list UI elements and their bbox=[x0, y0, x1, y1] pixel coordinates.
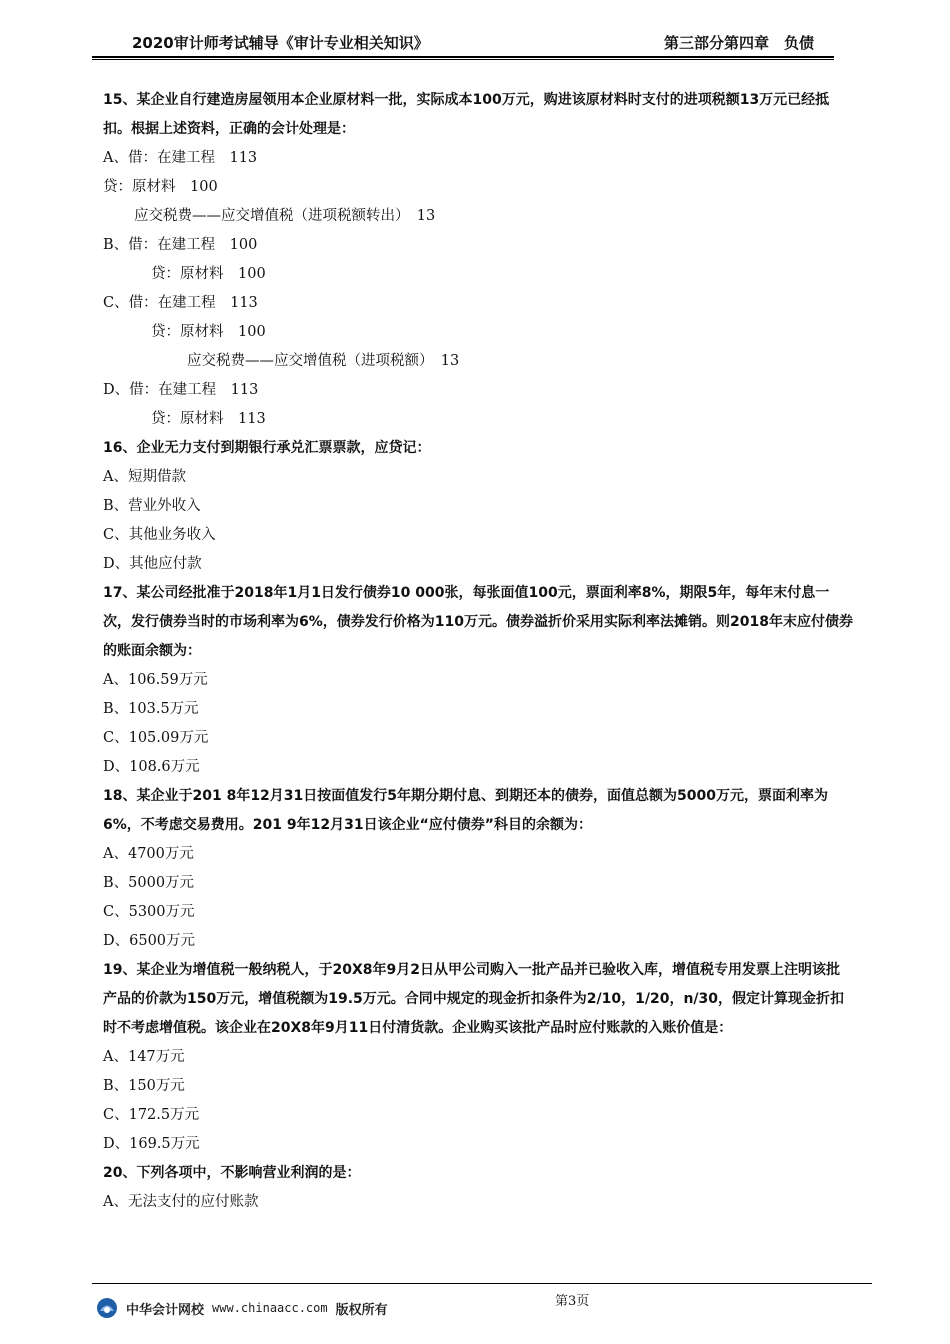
page-header bbox=[92, 32, 834, 54]
answer-line: 贷：原材料 100 bbox=[103, 179, 218, 195]
question-text: 18、某企业于201 8年12月31日按面值发行5年期分期付息、到期还本的债券，面值总额为5000万元，票面利率为6%，不考虑交易费用。201 9年12月31日该企业“应付债券”科目的余额为： bbox=[103, 788, 828, 833]
answer-line: B、150万元 bbox=[103, 1078, 185, 1094]
question-text: 20、下列各项中，不影响营业利润的是： bbox=[103, 1165, 361, 1181]
answer-line: C、借：在建工程 113 bbox=[103, 295, 258, 311]
footer-brand-name: 中华会计网校 bbox=[126, 1302, 205, 1318]
answer-line: C、其他业务收入 bbox=[103, 527, 216, 543]
footer-rights: 版权所有 bbox=[335, 1302, 388, 1318]
footer-brand bbox=[96, 1296, 388, 1320]
answer-line: 贷：原材料 100 bbox=[151, 324, 266, 340]
answer-line: B、103.5万元 bbox=[103, 701, 199, 717]
answer-line: D、借：在建工程 113 bbox=[103, 382, 259, 398]
footer-divider bbox=[92, 1283, 872, 1284]
answer-line: C、5300万元 bbox=[103, 904, 195, 920]
page-number: 第3页 bbox=[555, 1294, 590, 1309]
answer-line: A、借：在建工程 113 bbox=[103, 150, 258, 166]
question-text: 16、企业无力支付到期银行承兑汇票票款，应贷记： bbox=[103, 440, 431, 456]
answer-line: 贷：原材料 113 bbox=[151, 411, 266, 427]
answer-line: A、147万元 bbox=[103, 1049, 185, 1065]
header-divider bbox=[92, 56, 834, 58]
answer-line: 应交税费——应交增值税（进项税额转出） 13 bbox=[134, 208, 436, 224]
question-text: 15、某企业自行建造房屋领用本企业原材料一批，实际成本100万元，购进该原材料时支付的进项税额13万元已经抵扣。根据上述资料，正确的会计处理是： bbox=[103, 92, 830, 137]
question-text: 19、某企业为增值税一般纳税人，于20X8年9月2日从甲公司购入一批产品并已验收入库，增值税专用发票上注明该批产品的价款为150万元，增值税额为19.5万元。合同中规定的现金折扣条件为2/10，1/20，n/30，假定计算现金折扣时不考虑增值税。该企业在20X8年9月11日付清货款。企业购买该批产品时应付账款的入账价值是： bbox=[103, 962, 844, 1036]
answer-line: A、无法支付的应付账款 bbox=[103, 1194, 259, 1210]
answer-line: C、172.5万元 bbox=[103, 1107, 200, 1123]
answer-line: 应交税费——应交增值税（进项税额） 13 bbox=[187, 353, 460, 369]
header-divider-thin bbox=[92, 59, 834, 60]
answer-line: B、借：在建工程 100 bbox=[103, 237, 258, 253]
header-chapter: 第三部分第四章 负债 bbox=[663, 34, 814, 52]
answer-line: A、短期借款 bbox=[103, 469, 186, 485]
footer-url[interactable]: www.chinaacc.com bbox=[212, 1301, 328, 1315]
answer-line: D、169.5万元 bbox=[103, 1136, 200, 1152]
answer-line: D、其他应付款 bbox=[103, 556, 202, 572]
answer-line: C、105.09万元 bbox=[103, 730, 209, 746]
answer-line: A、4700万元 bbox=[103, 846, 194, 862]
answer-line: B、营业外收入 bbox=[103, 498, 201, 514]
answer-line: B、5000万元 bbox=[103, 875, 195, 891]
answer-line: D、6500万元 bbox=[103, 933, 196, 949]
question-text: 17、某公司经批准于2018年1月1日发行债券10 000张，每张面值100元，票面利率8%，期限5年，每年末付息一次，发行债券当时的市场利率为6%，债券发行价格为110万元。债券溢折价采用实际利率法摊销。则2018年末应付债券的账面余额为： bbox=[103, 585, 853, 659]
document-body bbox=[103, 86, 853, 1217]
answer-line: 贷：原材料 100 bbox=[151, 266, 266, 282]
chinaacc-logo-icon bbox=[96, 1297, 118, 1319]
answer-line: D、108.6万元 bbox=[103, 759, 200, 775]
header-title: 2020审计师考试辅导《审计专业相关知识》 bbox=[132, 34, 429, 52]
answer-line: A、106.59万元 bbox=[103, 672, 208, 688]
